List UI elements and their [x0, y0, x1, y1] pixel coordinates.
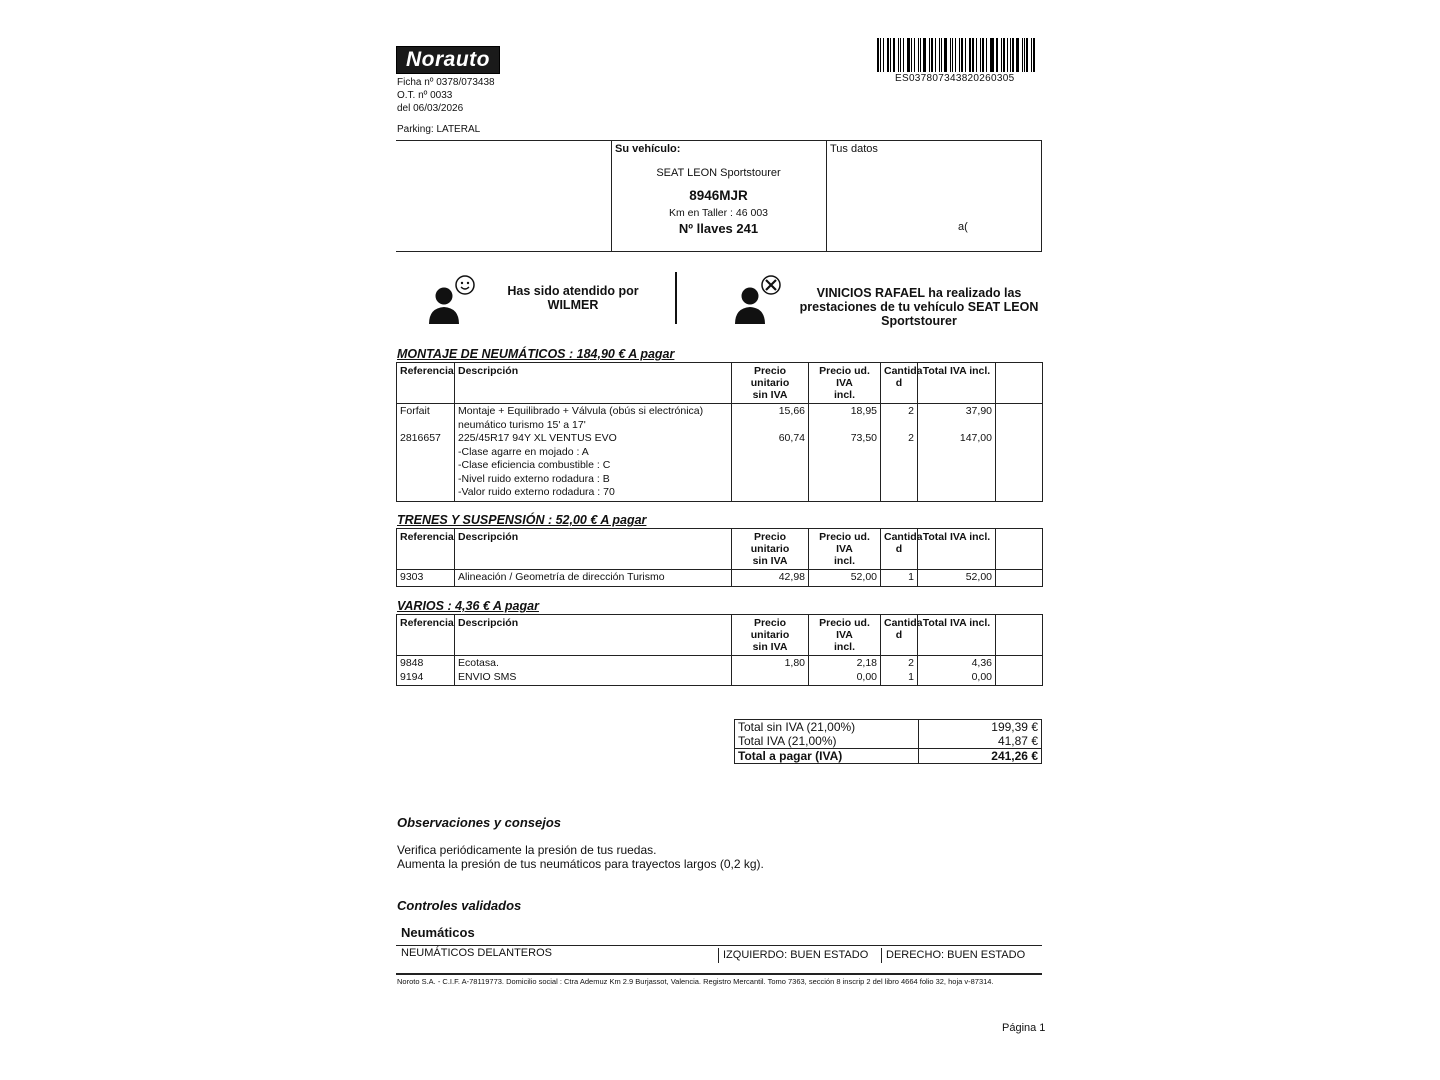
barcode-bar — [959, 38, 960, 72]
col-header-unit-price-l2: sin IVA — [752, 641, 788, 653]
document-date: del 06/03/2026 — [397, 103, 464, 114]
col-header-unit-price-l1: Precio unitario — [750, 365, 790, 389]
item-quantity-cell — [881, 404, 918, 502]
item-description-cell — [455, 570, 732, 587]
barcode-bar — [982, 38, 984, 72]
col-header-description: Descripción — [455, 529, 732, 570]
barcode-bar — [1007, 38, 1008, 72]
totals-label: Total IVA (21,00%) — [738, 734, 837, 748]
barcode-bar — [914, 38, 915, 72]
barcode-bar — [980, 38, 981, 72]
item-total: 147,00 — [959, 432, 992, 444]
items-table-montaje — [396, 362, 1043, 502]
barcode-bar — [996, 38, 998, 72]
totals-value: 199,39 € — [919, 720, 1042, 735]
item-iva-price: 2,18 — [856, 657, 877, 669]
item-description — [458, 571, 728, 585]
tires-front-left-status: IZQUIERDO: BUEN ESTADO — [723, 949, 869, 961]
mechanic-line-2: prestaciones de tu vehículo SEAT LEON — [799, 300, 1039, 314]
barcode-bar — [1026, 38, 1028, 72]
col-header-unit-price — [732, 529, 809, 570]
col-header-reference: Referencia — [397, 615, 455, 656]
item-reference-cell — [397, 570, 455, 587]
col-header-quantity-l1: Cantida — [884, 531, 923, 543]
col-header-iva-price-l2: incl. — [833, 555, 855, 567]
item-reference: 9303 — [400, 571, 424, 583]
observation-line-2: Aumenta la presión de tus neumáticos para trayectos largos (0,2 kg). — [397, 857, 764, 871]
item-description-line: neumático turismo 15' a 17' — [458, 418, 586, 431]
barcode-bar — [1033, 38, 1035, 72]
section-title-trenes: TRENES Y SUSPENSIÓN : 52,00 € A pagar — [397, 513, 647, 527]
tires-front-label: NEUMÁTICOS DELANTEROS — [401, 947, 552, 959]
totals-row — [735, 749, 1042, 764]
vehicle-km: Km en Taller : 46 003 — [668, 207, 769, 219]
controls-title: Controles validados — [397, 898, 522, 913]
item-total: 4,36 — [971, 657, 992, 669]
col-header-total: Total IVA incl. — [918, 529, 996, 570]
item-total-cell — [918, 570, 996, 587]
item-reference-cell — [397, 656, 455, 686]
barcode-bar — [935, 38, 937, 72]
vehicle-label: Su vehículo: — [615, 143, 681, 155]
col-header-total: Total IVA incl. — [918, 363, 996, 404]
item-unit-price-cell — [732, 404, 809, 502]
item-empty-cell — [996, 570, 1043, 587]
mechanic-line-1: VINICIOS RAFAEL ha realizado las — [816, 286, 1022, 300]
item-empty-cell — [996, 656, 1043, 686]
item-iva-price-cell — [809, 570, 881, 587]
barcode-bar — [986, 38, 987, 72]
totals-label: Total sin IVA (21,00%) — [738, 720, 856, 734]
item-total: 0,00 — [971, 670, 992, 683]
item-description-line: -Valor ruido externo rodadura : 70 — [458, 486, 615, 498]
col-header-unit-price-l1: Precio unitario — [750, 617, 790, 641]
item-reference: Forfait — [400, 405, 430, 417]
vehicle-info-box — [396, 140, 1042, 252]
col-header-unit-price — [732, 615, 809, 656]
barcode-bar — [990, 38, 991, 72]
barcode-image — [877, 38, 1037, 72]
item-quantity: 1 — [908, 670, 914, 683]
attended-divider — [675, 272, 677, 324]
your-data-fragment: a( — [958, 221, 968, 233]
col-header-unit-price-l1: Precio unitario — [750, 531, 790, 555]
barcode-bar — [880, 38, 881, 72]
item-reference: 9194 — [400, 670, 424, 683]
barcode-bar — [900, 38, 901, 72]
col-header-quantity-l1: Cantida — [884, 365, 923, 377]
barcode-bar — [907, 38, 910, 72]
barcode-bar — [1003, 38, 1005, 72]
col-header-unit-price — [732, 363, 809, 404]
footer-divider — [396, 973, 1042, 975]
barcode-bar — [991, 38, 994, 72]
item-description — [458, 657, 728, 671]
barcode-bar — [923, 38, 926, 72]
barcode-bar — [1016, 38, 1019, 72]
barcode-bar — [931, 38, 933, 72]
item-reference-cell — [397, 404, 455, 502]
col-header-unit-price-l2: sin IVA — [752, 555, 788, 567]
barcode-bar — [877, 38, 879, 72]
item-unit-price: 60,74 — [778, 432, 805, 444]
col-header-empty — [996, 529, 1043, 570]
parking-info: Parking: LATERAL — [397, 124, 481, 135]
totals-value: 41,87 € — [919, 734, 1042, 749]
mechanic-person-icon — [732, 274, 784, 326]
barcode-bar — [893, 38, 895, 72]
col-header-iva-price-l1: Precio ud. IVA — [819, 531, 870, 555]
col-header-iva-price-l1: Precio ud. IVA — [819, 617, 870, 641]
item-description-line: Montaje + Equilibrado + Válvula (obús si electrónica) — [458, 405, 704, 417]
mechanic-info — [796, 286, 1042, 328]
item-unit-price — [735, 671, 805, 685]
col-header-iva-price-l2: incl. — [833, 389, 855, 401]
col-header-quantity-l2: d — [895, 543, 903, 555]
barcode-bar — [944, 38, 947, 72]
item-quantity-cell — [881, 570, 918, 587]
barcode-bar — [969, 38, 972, 72]
barcode-bar — [950, 38, 951, 72]
item-iva-price: 52,00 — [850, 571, 877, 583]
item-quantity: 1 — [908, 571, 914, 583]
item-total: 52,00 — [965, 571, 992, 583]
col-header-description: Descripción — [455, 363, 732, 404]
item-unit-price: 1,80 — [784, 657, 805, 669]
barcode-bar — [883, 38, 884, 72]
col-header-quantity-l2: d — [895, 377, 903, 389]
totals-value: 241,26 € — [919, 749, 1042, 764]
barcode-bar — [965, 38, 966, 72]
col-header-empty — [996, 363, 1043, 404]
barcode-bar — [929, 38, 930, 72]
item-empty-cell — [996, 404, 1043, 502]
barcode-bar — [898, 38, 899, 72]
barcode-number: ES037807343820260305 — [895, 73, 1015, 84]
item-description — [458, 432, 728, 500]
vehicle-keys: Nº llaves 241 — [678, 221, 759, 236]
section-title-varios: VARIOS : 4,36 € A pagar — [397, 599, 539, 613]
tires-front-right-status: DERECHO: BUEN ESTADO — [886, 949, 1026, 961]
col-header-total: Total IVA incl. — [918, 615, 996, 656]
item-description — [458, 405, 728, 432]
controls-subtitle: Neumáticos — [401, 925, 475, 940]
items-table-trenes — [396, 528, 1043, 587]
col-header-quantity-l1: Cantida — [884, 617, 923, 629]
norauto-logo: Norauto — [396, 46, 500, 74]
barcode-bar — [887, 38, 890, 72]
barcode-bar — [955, 38, 957, 72]
barcode-bar — [1001, 38, 1002, 72]
item-iva-price-cell — [809, 656, 881, 686]
col-header-quantity-l2: d — [895, 629, 903, 641]
item-total: 37,90 — [965, 405, 992, 417]
totals-label: Total a pagar (IVA) — [735, 749, 919, 764]
col-header-iva-price-l1: Precio ud. IVA — [819, 365, 870, 389]
attended-advisor-name: WILMER — [547, 298, 599, 312]
barcode-bar — [952, 38, 953, 72]
item-description-cell — [455, 656, 732, 686]
totals-row — [735, 734, 1042, 749]
observation-line-1: Verifica periódicamente la presión de tus ruedas. — [397, 843, 657, 857]
vehicle-model: SEAT LEON Sportstourer — [656, 167, 781, 179]
item-iva-price: 18,95 — [850, 405, 877, 417]
barcode-bar — [1010, 38, 1011, 72]
barcode-bar — [939, 38, 940, 72]
page-number: Página 1 — [1002, 1022, 1046, 1034]
item-quantity: 2 — [908, 405, 914, 417]
vehicle-plate: 8946MJR — [689, 188, 748, 203]
advisor-person-icon — [426, 274, 478, 326]
attended-line-1: Has sido atendido por — [507, 284, 639, 298]
item-unit-price: 42,98 — [778, 571, 805, 583]
section-title-montaje: MONTAJE DE NEUMÁTICOS : 184,90 € A pagar — [397, 347, 675, 361]
your-data-label: Tus datos — [830, 143, 878, 155]
barcode-bar — [941, 38, 942, 72]
attended-by — [498, 284, 648, 312]
totals-table — [734, 719, 1042, 764]
col-header-iva-price-l2: incl. — [833, 641, 855, 653]
item-description-line: -Clase agarre en mojado : A — [458, 445, 589, 458]
col-header-unit-price-l2: sin IVA — [752, 389, 788, 401]
item-description-line: -Clase eficiencia combustible : C — [458, 459, 611, 471]
barcode-bar — [1012, 38, 1014, 72]
item-iva-price-cell — [809, 404, 881, 502]
barcode-bar — [1022, 38, 1023, 72]
col-header-quantity — [881, 615, 923, 656]
item-quantity: 2 — [908, 657, 914, 669]
item-description-line: Ecotasa. — [458, 657, 499, 669]
col-header-iva-price — [809, 529, 881, 570]
item-description-line: 225/45R17 94Y XL VENTUS EVO — [458, 432, 617, 444]
mechanic-line-3: Sportstourer — [881, 314, 957, 328]
item-description-line: Alineación / Geometría de dirección Turismo — [458, 571, 665, 583]
barcode-bar — [920, 38, 921, 72]
item-description-line: ENVIO SMS — [458, 670, 517, 683]
col-header-reference: Referencia — [397, 529, 455, 570]
col-header-iva-price — [809, 615, 881, 656]
barcode-bar — [1024, 38, 1025, 72]
col-header-quantity — [881, 529, 923, 570]
barcode-bar — [1031, 38, 1032, 72]
totals-row — [735, 720, 1042, 735]
item-unit-price: 15,66 — [778, 405, 805, 417]
item-total-cell — [918, 404, 996, 502]
item-iva-price: 0,00 — [856, 670, 877, 683]
item-description-line: -Nivel ruido externo rodadura : B — [458, 472, 610, 485]
observations-title: Observaciones y consejos — [397, 815, 562, 830]
item-unit-price-cell — [732, 570, 809, 587]
ot-number: O.T. nº 0033 — [397, 90, 453, 101]
item-unit-price-cell — [732, 656, 809, 686]
item-description — [458, 671, 728, 685]
col-header-reference: Referencia — [397, 363, 455, 404]
footer-legal-text: Noroto S.A. - C.I.F. A-78119773. Domicilio social : Ctra Ademuz Km 2.9 Burjassot, Valencia. Registro Mercantil. Tomo 7363, sección 8 inscrip 2 del libro 4664 folio 32, hoja v-87314. — [397, 977, 994, 986]
barcode-bar — [903, 38, 905, 72]
barcode-bar — [918, 38, 920, 72]
barcode-bar — [976, 38, 977, 72]
barcode-bar — [961, 38, 963, 72]
item-quantity-cell — [881, 656, 918, 686]
col-header-quantity — [881, 363, 923, 404]
barcode-bar — [911, 38, 912, 72]
item-iva-price: 73,50 — [850, 432, 877, 444]
col-header-description: Descripción — [455, 615, 732, 656]
barcode-bar — [972, 38, 974, 72]
item-reference: 9848 — [400, 657, 424, 669]
item-description-cell — [455, 404, 732, 502]
ficha-number: Ficha nº 0378/073438 — [397, 77, 495, 88]
item-reference: 2816657 — [400, 432, 441, 444]
tires-front-row — [396, 945, 1042, 964]
items-table-varios — [396, 614, 1043, 686]
barcode-bar — [890, 38, 891, 72]
col-header-iva-price — [809, 363, 881, 404]
item-quantity: 2 — [908, 432, 914, 444]
item-total-cell — [918, 656, 996, 686]
col-header-empty — [996, 615, 1043, 656]
